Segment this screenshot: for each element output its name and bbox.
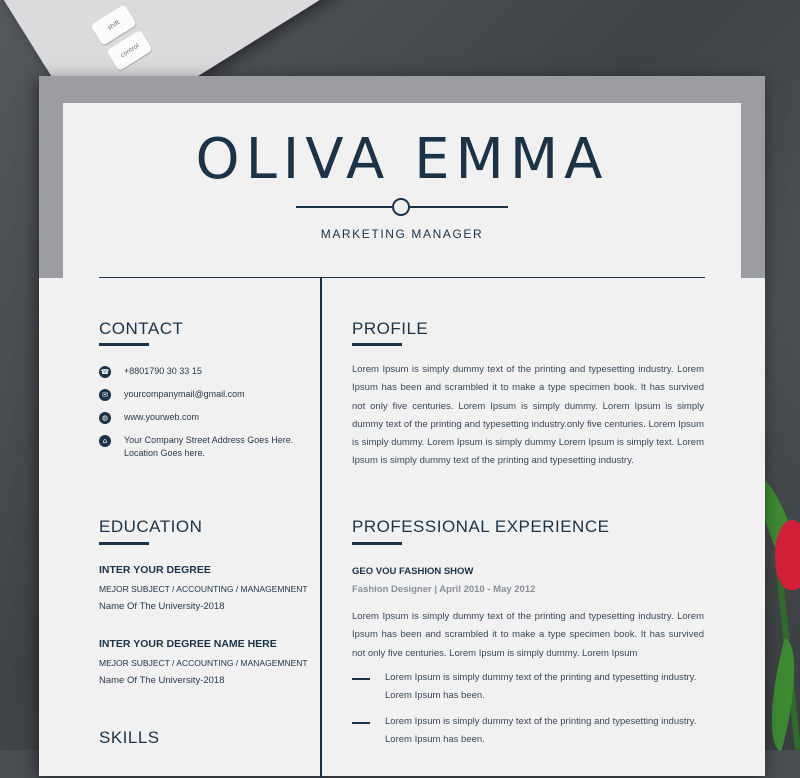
contact-web-text: www.yourweb.com: [124, 412, 200, 422]
experience-heading: PROFESSIONAL EXPERIENCE: [352, 517, 610, 536]
profile-text: Lorem Ipsum is simply dummy text of the printing and typesetting industry. Lorem Ipsum has been and scrambled it to make a type specimen book. It has survived not only five centuries. Lorem Ipsum is simply dummy. Lorem Ipsum is simply dummy text of the printing and typesetting industry.only five centuries. Lorem Ipsum is simply dummy. Lorem Ipsum is simply dummy Lorem Ipsum is simply text. Lorem Ipsum is simply dummy text of the printing and typesetting industry.: [352, 364, 704, 467]
name-divider-right: [410, 206, 508, 208]
skills-heading: SKILLS: [99, 728, 160, 747]
header-card: [63, 103, 741, 278]
contact-heading: CONTACT: [99, 319, 184, 338]
education-underline: [99, 542, 149, 545]
globe-icon: ◍: [99, 412, 111, 424]
job-title: MARKETING MANAGER: [320, 227, 484, 241]
bullet-dash: [352, 678, 370, 680]
resume-name: OLIVA EMMA: [195, 127, 609, 192]
degree-title: INTER YOUR DEGREE NAME HERE: [99, 638, 277, 650]
experience-bullet: Lorem Ipsum is simply dummy text of the printing and typesetting industry. Lorem Ipsum has been.: [385, 672, 697, 702]
experience-role: Fashion Designer | April 2010 - May 2012: [352, 584, 536, 595]
phone-icon: ☎: [100, 368, 110, 376]
keyboard-key: shift: [90, 4, 137, 46]
contact-web: [99, 411, 199, 424]
profile-heading: PROFILE: [352, 319, 429, 338]
degree-university: Name Of The University-2018: [99, 675, 225, 686]
degree-title: INTER YOUR DEGREE: [99, 564, 211, 576]
name-divider-circle: [392, 198, 410, 216]
contact-phone-text: +8801790 30 33 15: [124, 366, 202, 376]
contact-email: [99, 388, 245, 401]
education-heading: EDUCATION: [99, 517, 203, 536]
address-line-2: Location Goes here.: [124, 448, 206, 458]
column-divider: [320, 278, 322, 778]
contact-underline: [99, 343, 149, 346]
tulip-petal: [775, 520, 800, 590]
contact-address: [99, 434, 293, 460]
email-icon: ✉: [99, 389, 111, 401]
resume-page: [39, 76, 765, 776]
bullet-dash: [352, 722, 370, 724]
header-rule: [99, 277, 705, 278]
degree-subject: MEJOR SUBJECT / ACCOUNTING / MANAGEMNENT: [99, 658, 308, 668]
experience-text: Lorem Ipsum is simply dummy text of the printing and typesetting industry. Lorem Ipsum has been and scrambled it to make a type specimen book. It has survived not only five centuries. Lorem Ipsum is simply dummy. Lorem Ipsum: [352, 611, 704, 659]
address-line-1: Your Company Street Address Goes Here.: [124, 435, 294, 445]
experience-underline: [352, 542, 402, 545]
keyboard-key: control: [106, 30, 153, 72]
degree-university: Name Of The University-2018: [99, 601, 225, 612]
experience-company: GEO VOU FASHION SHOW: [352, 566, 474, 577]
degree-subject: MEJOR SUBJECT / ACCOUNTING / MANAGEMNENT: [99, 584, 308, 594]
keyboard-key: [168, 0, 206, 1]
home-icon: ⌂: [99, 435, 111, 447]
contact-address-text: [124, 434, 293, 460]
name-divider-left: [296, 206, 392, 208]
profile-underline: [352, 343, 402, 346]
contact-phone: [99, 365, 202, 378]
experience-bullet: Lorem Ipsum is simply dummy text of the printing and typesetting industry. Lorem Ipsum has been.: [385, 716, 697, 746]
contact-email-text: yourcompanymail@gmail.com: [124, 389, 245, 399]
